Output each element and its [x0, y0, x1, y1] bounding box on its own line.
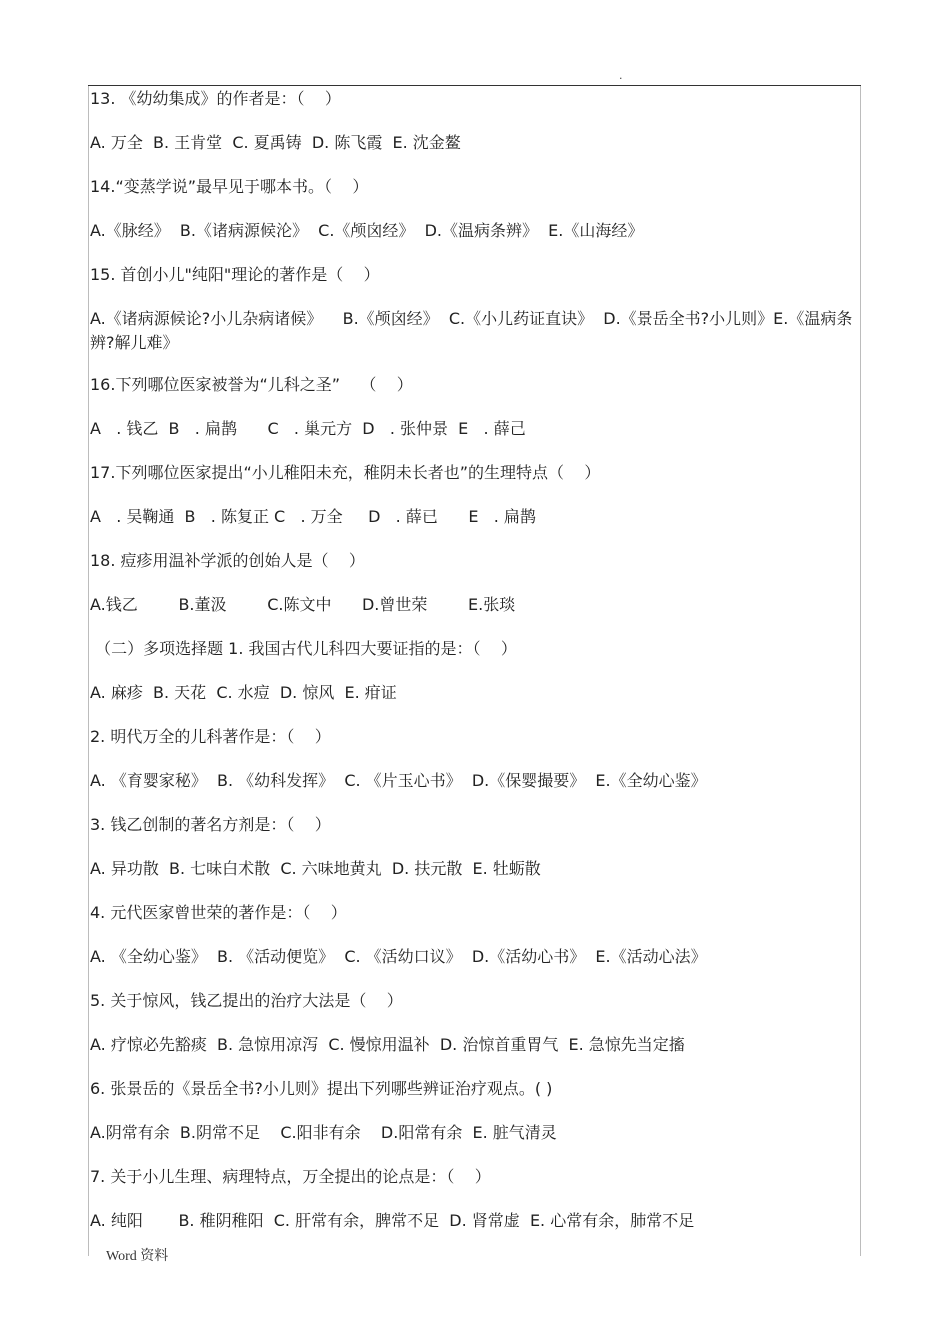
section-heading-multi-choice: （二）多项选择题 1. 我国古代儿科四大要证指的是：（ ） — [90, 639, 517, 658]
question-14: 14.“变蒸学说”最早见于哪本书。（ ） — [90, 177, 369, 196]
multi-question-7: 7. 关于小儿生理、病理特点，万全提出的论点是：（ ） — [90, 1167, 491, 1186]
document-body — [90, 87, 856, 1253]
question-13-options: A. 万全 B. 王肯堂 C. 夏禹铸 D. 陈飞霞 E. 沈金鳌 — [90, 133, 461, 152]
header-dot: . — [619, 69, 623, 82]
page-border-right — [860, 86, 861, 1256]
question-15: 15. 首创小儿"纯阳"理论的著作是（ ） — [90, 265, 380, 284]
multi-question-4: 4. 元代医家曾世荣的著作是：（ ） — [90, 903, 347, 922]
multi-question-5: 5. 关于惊风，钱乙提出的治疗大法是（ ） — [90, 991, 403, 1010]
multi-question-6: 6. 张景岳的《景岳全书?小儿则》提出下列哪些辨证治疗观点。( ) — [90, 1079, 553, 1098]
multi-question-2: 2. 明代万全的儿科著作是：（ ） — [90, 727, 331, 746]
header-rule — [88, 85, 861, 86]
multi-question-3: 3. 钱乙创制的著名方剂是：（ ） — [90, 815, 331, 834]
multi-question-2-options: A. 《育婴家秘》 B. 《幼科发挥》 C. 《片玉心书》 D.《保婴撮要》 E.《全幼心鉴》 — [90, 771, 707, 790]
multi-question-6-options: A.阴常有余 B.阴常不足 C.阳非有余 D.阳常有余 E. 脏气清灵 — [90, 1123, 557, 1142]
multi-question-3-options: A. 异功散 B. 七味白术散 C. 六味地黄丸 D. 扶元散 E. 牡蛎散 — [90, 859, 541, 878]
question-18-options: A.钱乙 B.董汲 C.陈文中 D.曾世荣 E.张琰 — [90, 595, 516, 614]
multi-question-1-options: A. 麻疹 B. 天花 C. 水痘 D. 惊风 E. 疳证 — [90, 683, 397, 702]
footer-label: Word 资料 — [106, 1249, 169, 1264]
question-18: 18. 痘疹用温补学派的创始人是（ ） — [90, 551, 365, 570]
question-16-options: A . 钱乙 B . 扁鹊 C . 巢元方 D . 张仲景 E . 薛己 — [90, 419, 526, 438]
question-17-options: A . 吴鞠通 B . 陈复正 C . 万全 D . 薛已 E . 扁鹊 — [90, 507, 536, 526]
question-14-options: A.《脉经》 B.《诸病源候沦》 C.《颅囟经》 D.《温病条辨》 E.《山海经》 — [90, 221, 644, 240]
question-13: 13. 《幼幼集成》的作者是：（ ） — [90, 89, 341, 108]
question-16: 16.下列哪位医家被誉为“儿科之圣” （ ） — [90, 375, 413, 394]
page-border-left — [88, 86, 89, 1256]
question-17: 17.下列哪位医家提出“小儿稚阳未充，稚阴未长者也”的生理特点（ ） — [90, 463, 601, 482]
question-15-options: A.《诸病源候论?小儿杂病诸候》 B.《颅囟经》 C.《小儿药证直诀》 D.《景岳全书?小儿则》E.《温病条辨?解儿难》 — [90, 309, 853, 352]
multi-question-4-options: A. 《全幼心鉴》 B. 《活动便览》 C. 《活幼口议》 D.《活幼心书》 E.《活动心法》 — [90, 947, 707, 966]
multi-question-7-options: A. 纯阳 B. 稚阴稚阳 C. 肝常有余，脾常不足 D. 肾常虚 E. 心常有余，肺常不足 — [90, 1211, 695, 1230]
multi-question-5-options: A. 疗惊必先豁痰 B. 急惊用凉泻 C. 慢惊用温补 D. 治惊首重胃气 E. 急惊先当定搐 — [90, 1035, 685, 1054]
